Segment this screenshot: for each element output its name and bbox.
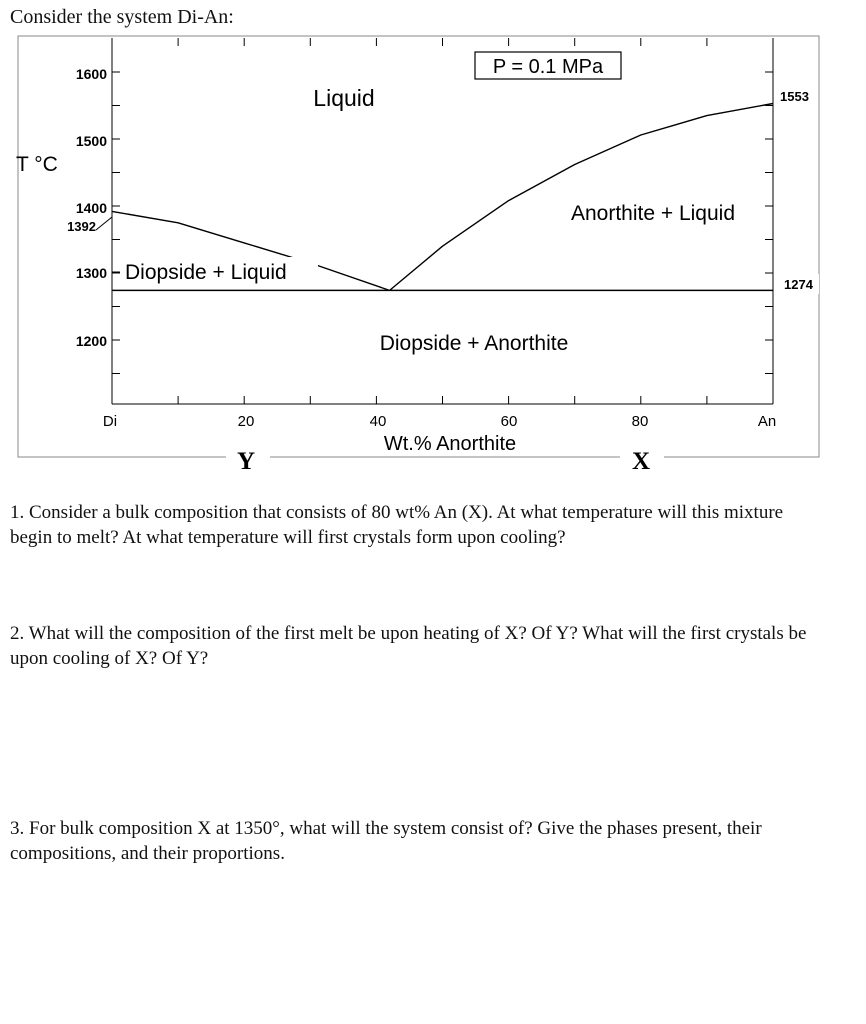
field-label-diopside-anorthite: Diopside + Anorthite: [379, 332, 569, 355]
x-tick-label-di: Di: [102, 413, 118, 430]
y-tick-label-1200: 1200: [75, 333, 107, 349]
liquidus-anorthite-curve: [390, 104, 773, 291]
field-label-anorthite-liquid: Anorthite + Liquid: [570, 202, 736, 225]
x-tick-label-20: 20: [237, 413, 255, 430]
x-tick-label-an: An: [757, 413, 777, 430]
x-tick-label-60: 60: [500, 413, 518, 430]
diagram-frame: [18, 36, 819, 457]
right-label-1553: 1553: [780, 89, 809, 104]
x-axis-title: Wt.% Anorthite: [383, 433, 517, 455]
x-tick-label-80: 80: [631, 413, 649, 430]
question-1: 1. Consider a bulk composition that consists of 80 wt% An (X). At what temperature will this mixture begin to melt? At what temperature will first crystals form upon cooling?: [10, 502, 784, 548]
question-2: 2. What will the composition of the first melt be upon heating of X? Of Y? What will the first crystals be upon cooling of X? Of Y?: [10, 623, 807, 669]
pointer-1392: [96, 217, 112, 230]
intro-text: Consider the system Di-An:: [10, 6, 234, 28]
phase-diagram: [0, 0, 866, 480]
x-tick-label-40: 40: [369, 413, 387, 430]
y-tick-label-1400: 1400: [75, 200, 107, 216]
right-label-1274: 1274: [784, 277, 813, 292]
y-tick-label-1500: 1500: [75, 133, 107, 149]
y-tick-label-1300: 1300: [75, 265, 107, 281]
y-axis-title: T °C: [16, 153, 58, 176]
y-tick-label-1392: 1392: [67, 219, 96, 234]
composition-marker-x: X: [631, 448, 651, 475]
field-label-diopside-liquid: Diopside + Liquid: [125, 261, 287, 284]
question-3: 3. For bulk composition X at 1350°, what will the system consist of? Give the phases present, their compositions, and their proportions.: [10, 818, 762, 864]
field-label-liquid: Liquid: [313, 85, 375, 111]
composition-marker-y: Y: [236, 448, 256, 475]
y-tick-label-1600: 1600: [75, 66, 107, 82]
pressure-label: P = 0.1 MPa: [492, 56, 604, 78]
